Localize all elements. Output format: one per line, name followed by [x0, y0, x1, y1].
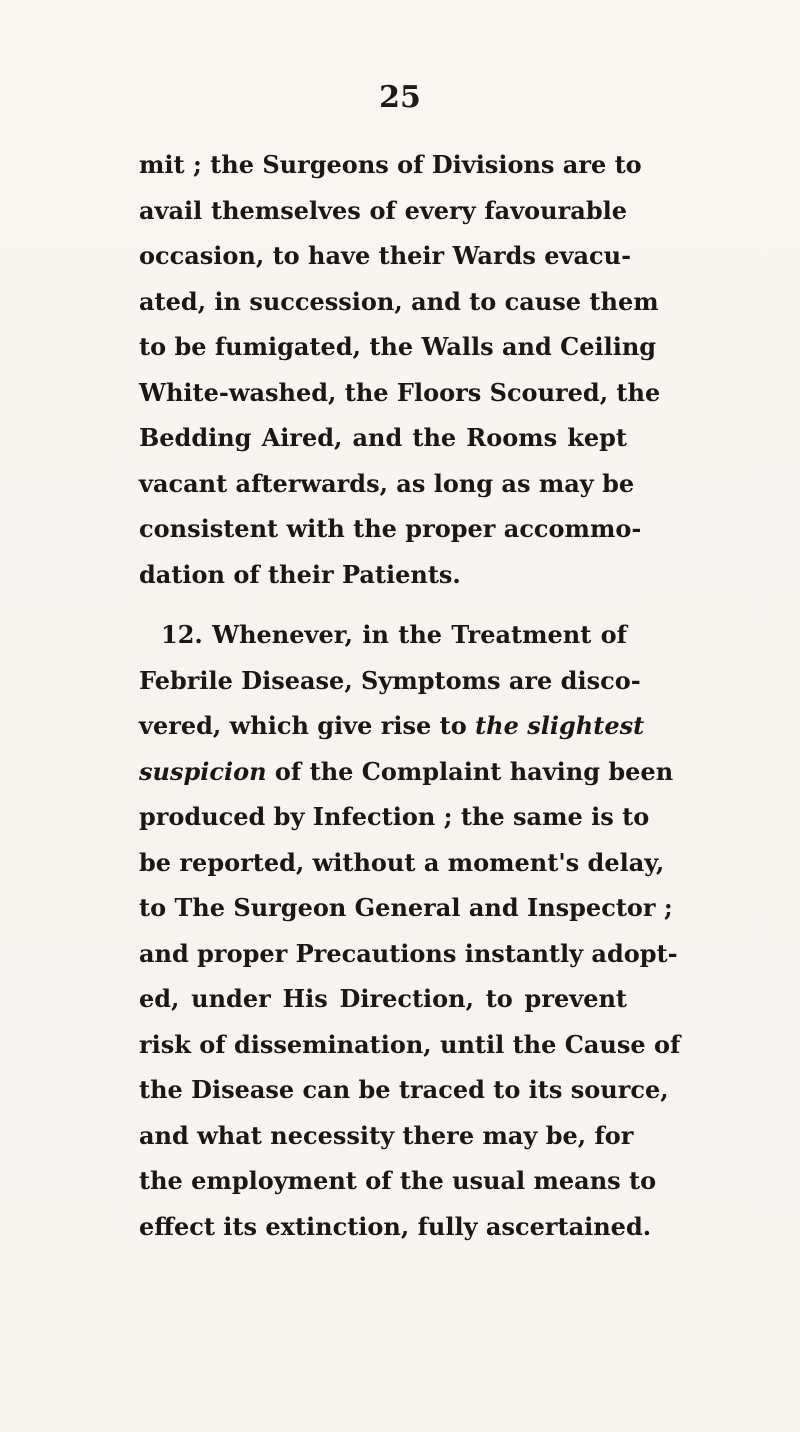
page-number: 25: [379, 80, 421, 115]
text-line: White-washed, the Floors Scoured, the: [139, 377, 661, 407]
text-line: to The Surgeon General and Inspector ;: [139, 893, 673, 922]
text-line: [139, 749, 674, 795]
emphasis-text: suspicion: [139, 756, 267, 786]
emphasis-text: the slightest: [475, 711, 645, 740]
text-line: the employment of the usual means to: [139, 1166, 657, 1195]
text-line: risk of dissemination, until the Cause of: [139, 1029, 681, 1059]
text-line: and what necessity there may be, for: [139, 1120, 634, 1150]
text-line: the Disease can be traced to its source,: [139, 1075, 669, 1104]
text-line: produced by Infection ; the same is to: [139, 802, 650, 831]
text-line: dation of their Patients.: [139, 559, 461, 589]
text-line: occasion, to have their Wards evacu-: [139, 241, 632, 270]
text-line: mit ; the Surgeons of Divisions are to: [139, 150, 642, 179]
text-line: consistent with the proper accommo-: [139, 514, 642, 543]
text-line: avail themselves of every favourable: [139, 195, 627, 225]
text-line: ed, under His Direction, to prevent: [139, 984, 627, 1013]
text-line: Bedding Aired, and the Rooms kept: [139, 423, 627, 452]
paragraph-continued: [139, 142, 661, 597]
text-line: Febrile Disease, Symptoms are disco-: [139, 665, 641, 695]
paragraph-12: [139, 612, 681, 1249]
text-run: of the Complaint having been: [266, 756, 674, 786]
text-line: 12. Whenever, in the Treatment of: [161, 620, 627, 649]
text-line: [139, 703, 645, 749]
text-line: and proper Precautions instantly adopt-: [139, 938, 678, 968]
text-line: vacant afterwards, as long as may be: [139, 468, 635, 498]
text-run: vered, which give rise to: [139, 711, 476, 740]
text-line: be reported, without a moment's delay,: [139, 847, 665, 877]
text-line: ated, in succession, and to cause them: [139, 286, 659, 316]
text-line: effect its extinction, fully ascertained.: [139, 1211, 652, 1241]
text-line: to be fumigated, the Walls and Ceiling: [139, 332, 657, 361]
